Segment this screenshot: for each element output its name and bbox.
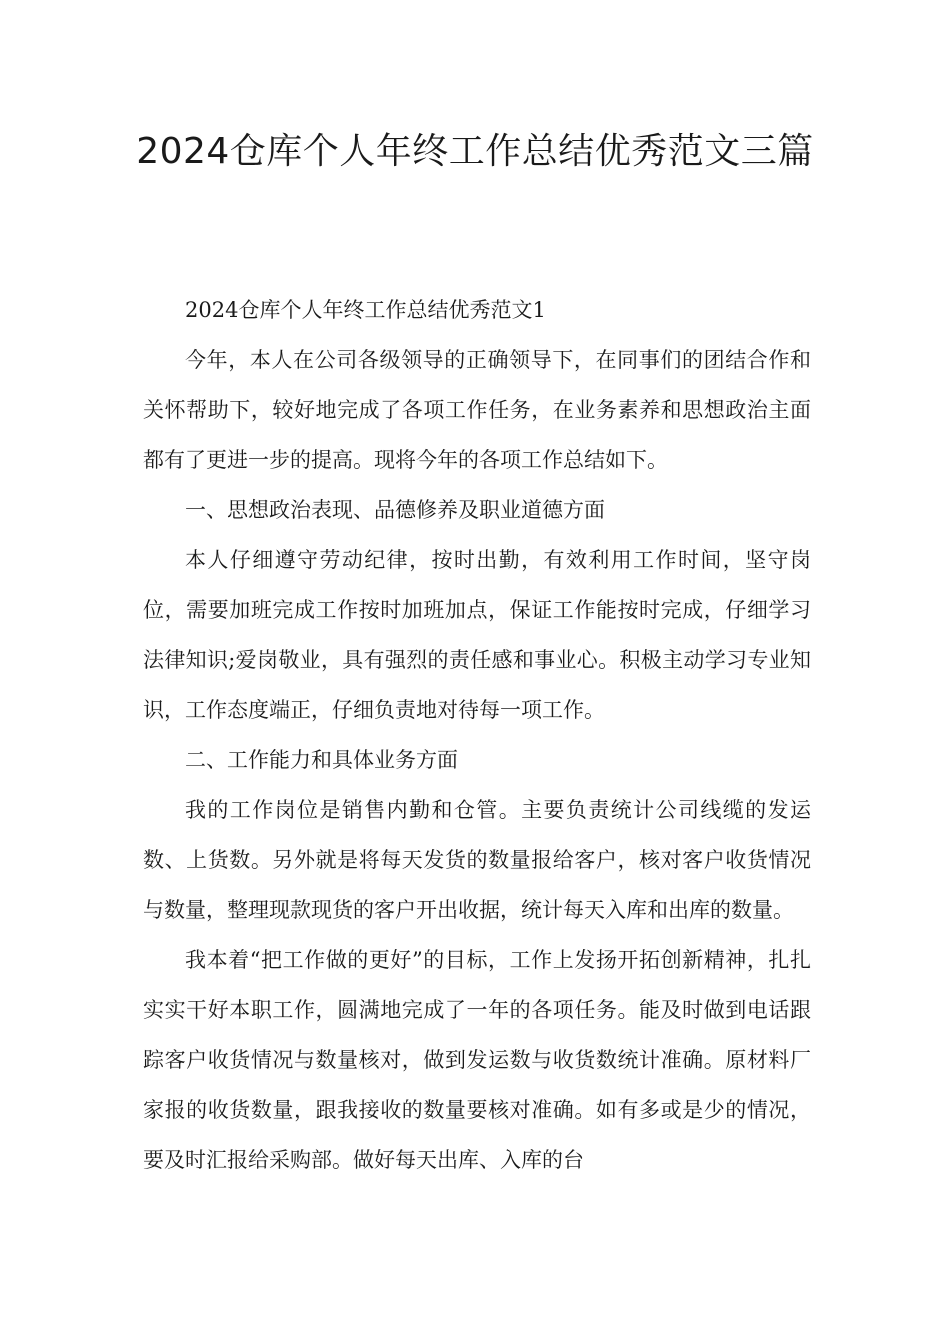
section-heading: 一、思想政治表现、品德修养及职业道德方面: [185, 498, 605, 522]
document-title: 2024仓库个人年终工作总结优秀范文三篇: [136, 131, 814, 172]
paragraph: 我的工作岗位是销售内勤和仓管。主要负责统计公司线缆的发运数、上货数。另外就是将每天发货的数量报给客户，核对客户收货情况与数量，整理现款现货的客户开出收据，统计每天入库和出库的数量。: [143, 798, 811, 922]
paragraph: 本人仔细遵守劳动纪律，按时出勤，有效利用工作时间，坚守岗位，需要加班完成工作按时加班加点，保证工作能按时完成，仔细学习法律知识;爱岗敬业，具有强烈的责任感和事业心。积极主动学习专业知识，工作态度端正，仔细负责地对待每一项工作。: [143, 548, 811, 722]
paragraph: 我本着“把工作做的更好”的目标，工作上发扬开拓创新精神，扎扎实实干好本职工作，圆满地完成了一年的各项任务。能及时做到电话跟踪客户收货情况与数量核对，做到发运数与收货数统计准确。原材料厂家报的收货数量，跟我接收的数量要核对准确。如有多或是少的情况，要及时汇报给采购部。做好每天出库、入库的台: [143, 948, 811, 1172]
paragraph: 今年，本人在公司各级领导的正确领导下，在同事们的团结合作和关怀帮助下，较好地完成了各项工作任务，在业务素养和思想政治主面都有了更进一步的提高。现将今年的各项工作总结如下。: [143, 348, 811, 472]
document-body: [143, 285, 811, 1185]
section-heading: 2024仓库个人年终工作总结优秀范文1: [185, 298, 546, 322]
section-heading: 二、工作能力和具体业务方面: [185, 748, 458, 772]
